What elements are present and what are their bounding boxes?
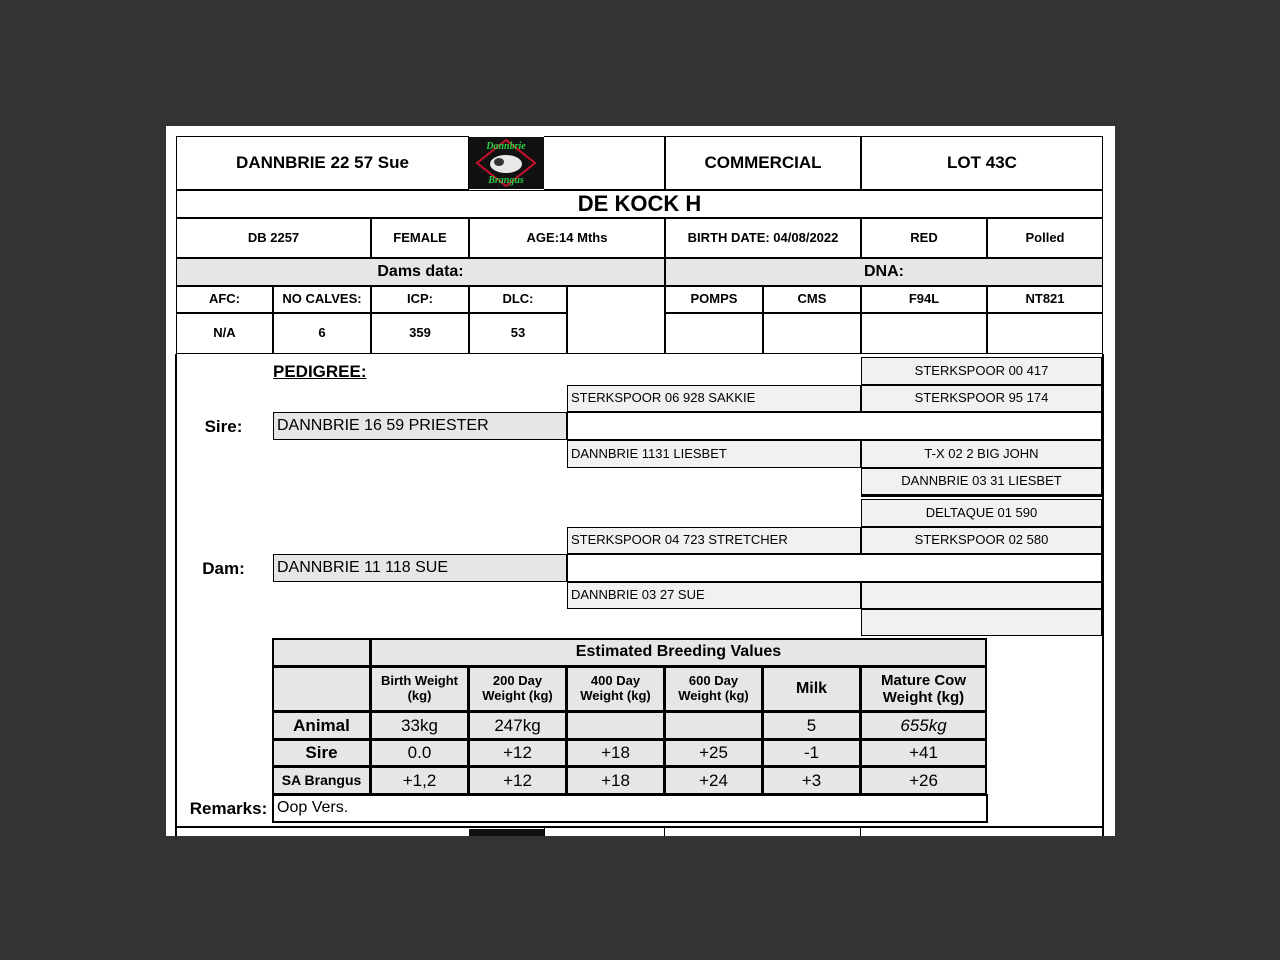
pedigree-dds (861, 582, 1102, 609)
header-blank (544, 136, 665, 190)
next-card-edge-left (175, 828, 177, 836)
cms-value (763, 313, 861, 354)
sire-dam-divider (861, 495, 1102, 497)
cms-label: CMS (763, 286, 861, 313)
remarks-label: Remarks: (189, 799, 268, 819)
ebv-animal-600-day (664, 711, 763, 740)
ebv-sire-mature-cow: +41 (860, 739, 987, 767)
ebv-row-label-sire: Sire (272, 739, 371, 767)
ebv-animal-200-day: 247kg (468, 711, 567, 740)
bottom-border (175, 826, 1104, 828)
owner-name: DE KOCK H (176, 190, 1103, 218)
next-card-line-3 (860, 828, 861, 836)
pedigree-sire-sire: STERKSPOOR 06 928 SAKKIE (567, 385, 861, 412)
pomps-label: POMPS (665, 286, 763, 313)
animal-age: AGE:14 Mths (469, 218, 665, 258)
pedigree-ssd: STERKSPOOR 95 174 (861, 385, 1102, 412)
ebv-col-400-day: 400 Day Weight (kg) (566, 666, 665, 712)
pomps-value (665, 313, 763, 354)
ebv-animal-400-day (566, 711, 665, 740)
next-card-line-2 (664, 828, 665, 836)
pedigree-dam: DANNBRIE 11 118 SUE (273, 554, 567, 582)
ebv-title: Estimated Breeding Values (370, 638, 987, 667)
birth-date: BIRTH DATE: 04/08/2022 (665, 218, 861, 258)
ebv-row-label-animal: Animal (272, 711, 371, 740)
icp-value: 359 (371, 313, 469, 354)
ebv-animal-birth-weight: 33kg (370, 711, 469, 740)
horn-status: Polled (987, 218, 1103, 258)
pedigree-sds: T-X 02 2 BIG JOHN (861, 440, 1102, 468)
remarks-text: Oop Vers. (272, 794, 988, 823)
no-calves-value: 6 (273, 313, 371, 354)
dlc-value: 53 (469, 313, 567, 354)
pedigree-title: PEDIGREE: (273, 362, 367, 382)
pedigree-dss: DELTAQUE 01 590 (861, 499, 1102, 527)
dlc-label: DLC: (469, 286, 567, 313)
ebv-col-milk: Milk (762, 666, 861, 712)
pedigree-dam-dam: DANNBRIE 03 27 SUE (567, 582, 861, 609)
brand-logo (469, 137, 544, 189)
pedigree-dsd: STERKSPOOR 02 580 (861, 527, 1102, 554)
pedigree-ddd (861, 609, 1102, 636)
dams-data-blank (567, 286, 665, 354)
ebv-corner (272, 638, 371, 667)
svg-text:Dannbrie: Dannbrie (486, 141, 526, 152)
brand-logo-icon (469, 137, 544, 189)
nt821-value (987, 313, 1103, 354)
pedigree-sire-dam: DANNBRIE 1131 LIESBET (567, 440, 861, 468)
no-calves-label: NO CALVES: (273, 286, 371, 313)
animal-id: DB 2257 (176, 218, 371, 258)
ebv-col-200-day: 200 Day Weight (kg) (468, 666, 567, 712)
ebv-breed-200-day: +12 (468, 766, 567, 795)
lot-sheet (166, 126, 1115, 836)
ebv-breed-600-day: +24 (664, 766, 763, 795)
ebv-sire-600-day: +25 (664, 739, 763, 767)
category: COMMERCIAL (665, 136, 861, 190)
pedigree-dam-blank (567, 554, 1102, 582)
ebv-sire-400-day: +18 (566, 739, 665, 767)
ebv-header-blank (272, 666, 371, 712)
next-card-edge-right (1102, 828, 1104, 836)
dams-data-title: Dams data: (176, 258, 665, 286)
next-card-logo (469, 829, 544, 836)
svg-text:Brangus: Brangus (488, 175, 524, 186)
ebv-animal-mature-cow: 655kg (860, 711, 987, 740)
ebv-row-label-sa-brangus: SA Brangus (272, 766, 371, 795)
ebv-breed-400-day: +18 (566, 766, 665, 795)
icp-label: ICP: (371, 286, 469, 313)
ebv-col-mature-cow: Mature Cow Weight (kg) (860, 666, 987, 712)
pedigree-sire: DANNBRIE 16 59 PRIESTER (273, 412, 567, 440)
lot-number: LOT 43C (861, 136, 1103, 190)
pedigree-sdd: DANNBRIE 03 31 LIESBET (861, 468, 1102, 495)
dam-label: Dam: (202, 559, 245, 579)
ebv-sire-milk: -1 (762, 739, 861, 767)
afc-label: AFC: (176, 286, 273, 313)
nt821-label: NT821 (987, 286, 1103, 313)
ebv-breed-birth-weight: +1,2 (370, 766, 469, 795)
dna-title: DNA: (665, 258, 1103, 286)
next-card-line-1 (544, 828, 545, 836)
ebv-breed-milk: +3 (762, 766, 861, 795)
ebv-animal-milk: 5 (762, 711, 861, 740)
left-border (175, 354, 177, 826)
f94l-label: F94L (861, 286, 987, 313)
ebv-sire-birth-weight: 0.0 (370, 739, 469, 767)
animal-name: DANNBRIE 22 57 Sue (176, 136, 469, 190)
sire-label: Sire: (204, 417, 243, 437)
f94l-value (861, 313, 987, 354)
ebv-col-600-day: 600 Day Weight (kg) (664, 666, 763, 712)
right-border (1102, 354, 1104, 826)
ebv-col-birth-weight: Birth Weight (kg) (370, 666, 469, 712)
pedigree-sss: STERKSPOOR 00 417 (861, 357, 1102, 385)
afc-value: N/A (176, 313, 273, 354)
animal-colour: RED (861, 218, 987, 258)
pedigree-sire-blank (567, 412, 1102, 440)
pedigree-dam-sire: STERKSPOOR 04 723 STRETCHER (567, 527, 861, 554)
ebv-breed-mature-cow: +26 (860, 766, 987, 795)
animal-sex: FEMALE (371, 218, 469, 258)
ebv-sire-200-day: +12 (468, 739, 567, 767)
